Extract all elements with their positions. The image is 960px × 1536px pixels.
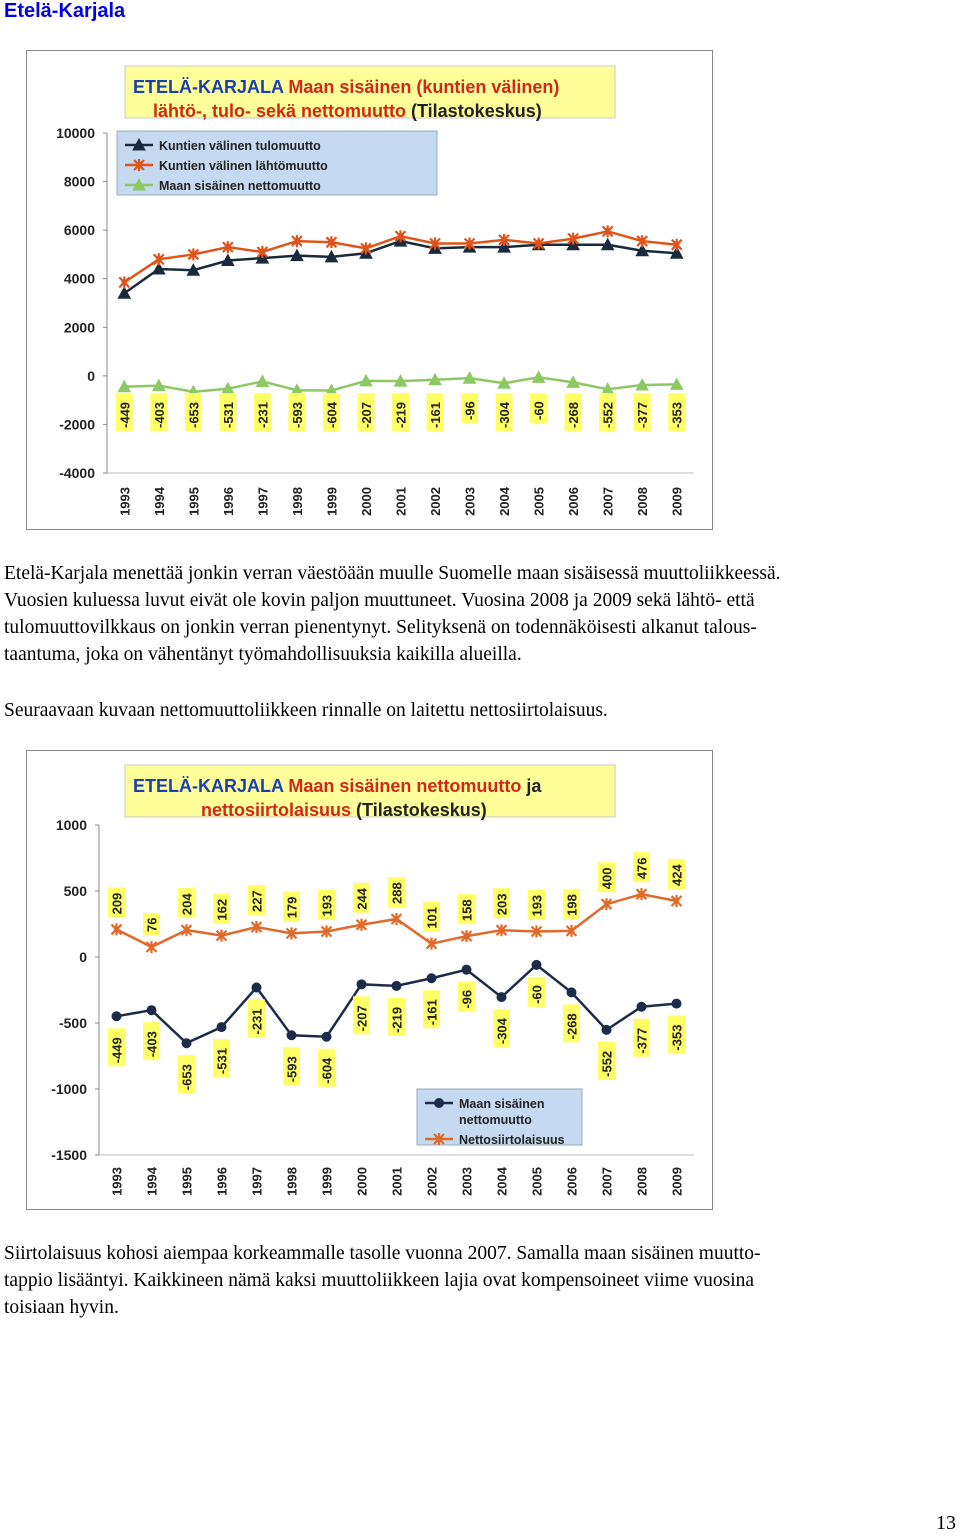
x-tick-label: 1995 xyxy=(186,487,202,516)
y-tick-label: -1500 xyxy=(51,1147,87,1163)
x-tick-label: 2005 xyxy=(531,487,547,516)
chart1-svg xyxy=(27,51,712,529)
paragraph-line: tappio lisääntyi. Kaikkineen nämä kaksi muuttoliikkeen lajia ovat kompensoineet viime vuosina xyxy=(4,1270,755,1291)
x-tick-label: 1994 xyxy=(144,1167,160,1196)
data-point xyxy=(639,891,645,897)
data-label: -377 xyxy=(634,1027,650,1054)
x-tick-label: 2008 xyxy=(634,1167,650,1196)
data-point xyxy=(328,239,334,245)
chart-title-part: lähtö-, tulo- sekä nettomuutto xyxy=(153,101,411,121)
data-point xyxy=(294,238,300,244)
data-point xyxy=(225,244,231,250)
x-tick-label: 1993 xyxy=(109,1167,125,1196)
x-tick-label: 2001 xyxy=(393,487,409,516)
data-label: -96 xyxy=(462,401,478,420)
y-tick-label: 10000 xyxy=(56,125,95,141)
y-tick-label: 0 xyxy=(79,949,87,965)
data-point xyxy=(324,929,330,935)
x-tick-label: 1996 xyxy=(214,1167,230,1196)
data-point xyxy=(156,256,162,262)
chart-title xyxy=(133,776,542,796)
data-point xyxy=(121,279,127,285)
legend-marker xyxy=(434,1098,444,1108)
data-point xyxy=(256,375,268,386)
data-point xyxy=(464,933,470,939)
data-label: -552 xyxy=(600,401,616,428)
data-point xyxy=(429,941,435,947)
data-label: -304 xyxy=(494,1018,510,1045)
data-label: 400 xyxy=(599,867,615,890)
paragraph-line: taantuma, joka on vähentänyt työmahdollisuuksia kaikilla alueilla. xyxy=(4,644,522,665)
data-label: 158 xyxy=(459,899,475,922)
x-tick-label: 1994 xyxy=(151,487,167,516)
data-label: 198 xyxy=(564,894,580,916)
data-label: -353 xyxy=(669,401,685,428)
data-label: -231 xyxy=(255,401,271,428)
legend-label: Nettosiirtolaisuus xyxy=(459,1133,565,1147)
data-label: -219 xyxy=(393,401,409,428)
data-point xyxy=(359,922,365,928)
data-point xyxy=(605,228,611,234)
data-point xyxy=(252,982,262,992)
data-point xyxy=(639,238,645,244)
data-point xyxy=(259,249,265,255)
data-label: -60 xyxy=(529,985,545,1004)
data-point xyxy=(637,1002,647,1012)
data-label: -403 xyxy=(151,401,167,428)
x-tick-label: 2008 xyxy=(635,487,651,516)
data-label: -268 xyxy=(564,1013,580,1040)
data-point xyxy=(427,973,437,983)
data-label: -161 xyxy=(428,401,444,428)
data-label: -161 xyxy=(424,999,440,1026)
legend-label: Kuntien välinen tulomuutto xyxy=(159,139,321,153)
x-tick-label: 2004 xyxy=(494,1167,510,1196)
data-point xyxy=(394,916,400,922)
x-tick-label: 2003 xyxy=(462,487,478,516)
chart-title-part: Maan sisäinen nettomuutto xyxy=(288,776,527,796)
legend-label: Maan sisäinen nettomuutto xyxy=(159,179,321,193)
x-tick-label: 2009 xyxy=(669,487,685,516)
data-point xyxy=(254,924,260,930)
chart-net-migration-immigration xyxy=(26,750,713,1210)
paragraph-line: Etelä-Karjala menettää jonkin verran väestöään muulle Suomelle maan sisäisessä muuttoliikkeessä. xyxy=(4,563,781,584)
chart-title-part: (Tilastokeskus) xyxy=(356,800,487,820)
chart-title-part: (Tilastokeskus) xyxy=(411,101,542,121)
x-tick-label: 2002 xyxy=(428,487,444,516)
data-point xyxy=(363,245,369,251)
legend-label: Kuntien välinen lähtömuutto xyxy=(159,159,328,173)
data-point xyxy=(674,898,680,904)
data-point xyxy=(674,242,680,248)
y-tick-label: 0 xyxy=(87,367,95,384)
chart-internal-migration xyxy=(26,50,713,530)
paragraph-2 xyxy=(4,697,608,724)
data-point xyxy=(112,1011,122,1021)
data-label: -403 xyxy=(144,1031,160,1058)
data-point xyxy=(532,960,542,970)
data-point xyxy=(432,241,438,247)
x-tick-label: 1993 xyxy=(117,487,133,516)
data-point xyxy=(604,901,610,907)
data-label: -653 xyxy=(179,1064,195,1091)
page-heading: Etelä-Karjala xyxy=(4,0,126,22)
data-point xyxy=(501,237,507,243)
y-tick-label: 6000 xyxy=(63,222,95,239)
paragraph-line: tulomuuttovilkkaus on jonkin verran pienentynyt. Selityksenä on todennäköisesti alkanut talous- xyxy=(4,617,757,638)
data-point xyxy=(392,981,402,991)
data-label: -552 xyxy=(599,1050,615,1077)
data-label: -60 xyxy=(531,401,547,420)
data-label: -593 xyxy=(284,1056,300,1083)
chart-title xyxy=(133,77,559,97)
y-tick-label: 1000 xyxy=(55,817,87,833)
y-tick-label: 8000 xyxy=(63,173,95,190)
data-label: -353 xyxy=(669,1024,685,1051)
paragraph-line: Vuosien kuluessa luvut eivät ole kovin paljon muuttuneet. Vuosina 2008 ja 2009 sekä lähtö- että xyxy=(4,590,755,611)
y-tick-label: -500 xyxy=(58,1015,87,1031)
x-tick-label: 1999 xyxy=(319,1167,335,1196)
data-label: -377 xyxy=(635,401,651,428)
data-label: -531 xyxy=(214,1048,230,1075)
x-tick-label: 2003 xyxy=(459,1167,475,1196)
x-tick-label: 2006 xyxy=(566,487,582,516)
y-tick-label: 4000 xyxy=(63,270,95,287)
chart-title-part: Maan sisäinen (kuntien välinen) xyxy=(288,77,560,97)
data-label: 162 xyxy=(214,898,230,921)
paragraph-3 xyxy=(4,1240,761,1321)
data-label: -207 xyxy=(358,401,374,428)
data-point xyxy=(602,1025,612,1035)
x-tick-label: 1999 xyxy=(324,487,340,516)
data-label: -449 xyxy=(109,1037,125,1064)
x-tick-label: 1996 xyxy=(220,487,236,516)
data-point xyxy=(289,930,295,936)
x-tick-label: 1998 xyxy=(289,487,305,516)
paragraph-line: toisiaan hyvin. xyxy=(4,1297,119,1318)
data-label: -304 xyxy=(497,401,513,428)
data-point xyxy=(569,928,575,934)
data-point xyxy=(570,236,576,242)
data-label: 179 xyxy=(284,896,300,919)
data-point xyxy=(497,992,507,1002)
legend-label: Maan sisäinen xyxy=(459,1097,545,1111)
y-tick-label: 2000 xyxy=(63,319,95,336)
y-tick-label: -4000 xyxy=(59,465,95,481)
data-point xyxy=(184,927,190,933)
data-label: 76 xyxy=(144,917,160,932)
data-label: 203 xyxy=(494,893,510,916)
chart-title xyxy=(153,101,542,121)
x-tick-label: 2001 xyxy=(389,1167,405,1196)
x-tick-label: 2009 xyxy=(669,1167,685,1196)
data-label: 244 xyxy=(354,888,370,910)
data-point xyxy=(467,241,473,247)
data-label: 288 xyxy=(389,882,405,904)
x-tick-label: 2007 xyxy=(600,487,616,516)
chart-title-part: ETELÄ-KARJALA xyxy=(133,77,289,97)
data-point xyxy=(190,251,196,257)
data-label: -96 xyxy=(459,989,475,1009)
data-label: 209 xyxy=(109,892,125,915)
data-point xyxy=(567,987,577,997)
x-tick-label: 1998 xyxy=(284,1167,300,1196)
data-point xyxy=(182,1038,192,1048)
data-label: 476 xyxy=(634,857,650,880)
data-point xyxy=(534,929,540,935)
x-tick-label: 1995 xyxy=(179,1167,195,1196)
x-tick-label: 2004 xyxy=(497,487,513,516)
data-point xyxy=(114,926,120,932)
data-point xyxy=(147,1005,157,1015)
data-label: -653 xyxy=(186,401,202,428)
legend-label: nettomuutto xyxy=(459,1113,532,1127)
data-point xyxy=(462,965,472,975)
data-point xyxy=(672,999,682,1009)
x-tick-label: 1997 xyxy=(249,1167,265,1196)
x-tick-label: 2000 xyxy=(354,1167,370,1196)
data-point xyxy=(398,233,404,239)
y-tick-label: -1000 xyxy=(51,1081,87,1097)
x-tick-label: 2007 xyxy=(599,1167,615,1196)
data-label: -531 xyxy=(220,401,236,428)
paragraph-line: Siirtolaisuus kohosi aiempaa korkeammalle tasolle vuonna 2007. Samalla maan sisäinen muutto- xyxy=(4,1243,761,1264)
legend-marker xyxy=(136,162,142,168)
chart-title xyxy=(201,800,487,820)
data-label: -604 xyxy=(319,1057,335,1084)
data-point xyxy=(536,241,542,247)
x-tick-label: 2000 xyxy=(358,487,374,516)
data-label: -231 xyxy=(249,1008,265,1035)
x-tick-label: 2006 xyxy=(564,1167,580,1196)
data-label: -593 xyxy=(289,401,305,428)
chart2-svg xyxy=(27,751,712,1209)
paragraph-line: Seuraavaan kuvaan nettomuuttoliikkeen rinnalle on laitettu nettosiirtolaisuus. xyxy=(4,700,608,721)
data-point xyxy=(219,933,225,939)
data-label: -207 xyxy=(354,1005,370,1032)
page-number: 13 xyxy=(936,1512,956,1534)
data-point xyxy=(499,927,505,933)
data-point xyxy=(287,1030,297,1040)
data-label: 227 xyxy=(249,890,265,913)
data-label: 101 xyxy=(424,906,440,929)
data-label: -219 xyxy=(389,1006,405,1033)
data-point xyxy=(357,979,367,989)
data-point xyxy=(322,1032,332,1042)
data-label: 193 xyxy=(319,894,335,917)
data-label: 424 xyxy=(669,864,685,887)
chart-title-part: ETELÄ-KARJALA xyxy=(133,776,289,796)
x-tick-label: 2005 xyxy=(529,1167,545,1196)
x-tick-label: 2002 xyxy=(424,1167,440,1196)
y-tick-label: -2000 xyxy=(59,416,95,433)
series-line xyxy=(124,241,676,293)
paragraph-1 xyxy=(4,560,781,668)
chart-title-part: nettosiirtolaisuus xyxy=(201,800,357,820)
data-label: 204 xyxy=(179,893,195,916)
data-label: -604 xyxy=(324,401,340,428)
data-label: -449 xyxy=(117,401,133,428)
chart-title-part: ja xyxy=(526,776,542,796)
data-point xyxy=(149,944,155,950)
y-tick-label: 500 xyxy=(63,883,87,899)
x-tick-label: 1997 xyxy=(255,487,271,516)
data-label: -268 xyxy=(566,401,582,428)
legend-marker xyxy=(436,1136,442,1142)
data-point xyxy=(217,1022,227,1032)
data-label: 193 xyxy=(529,894,545,917)
